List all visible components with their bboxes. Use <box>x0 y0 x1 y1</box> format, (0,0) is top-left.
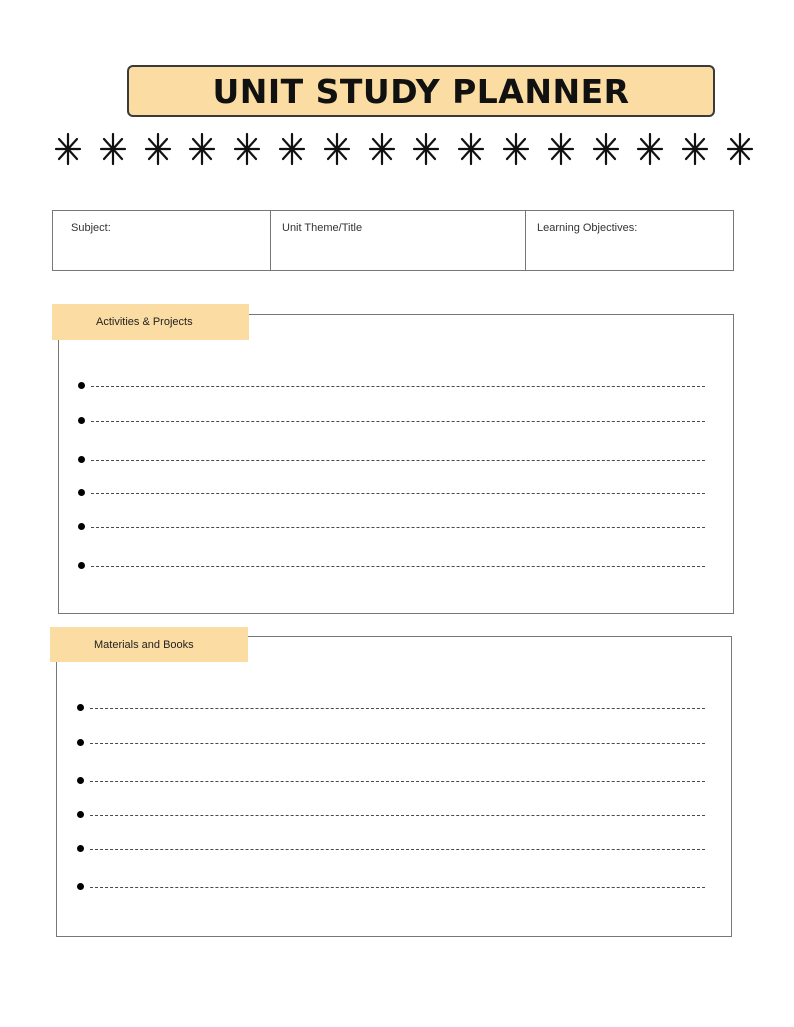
eight-point-star-icon <box>188 130 216 168</box>
write-in-line <box>91 493 705 494</box>
list-item[interactable] <box>78 522 705 532</box>
list-item[interactable] <box>77 776 705 786</box>
eight-point-star-icon <box>457 130 485 168</box>
bullet-icon <box>77 845 84 852</box>
activities-label: Activities & Projects <box>96 316 193 328</box>
bullet-icon <box>77 739 84 746</box>
list-item[interactable] <box>77 810 705 820</box>
list-item[interactable] <box>77 882 705 892</box>
title-banner <box>127 65 715 117</box>
bullet-icon <box>78 417 85 424</box>
list-item[interactable] <box>77 738 705 748</box>
bullet-icon <box>77 777 84 784</box>
eight-point-star-icon <box>412 130 440 168</box>
eight-point-star-icon <box>144 130 172 168</box>
eight-point-star-icon <box>278 130 306 168</box>
write-in-line <box>90 815 705 816</box>
bullet-icon <box>78 382 85 389</box>
write-in-line <box>90 849 705 850</box>
write-in-line <box>90 781 705 782</box>
page-title: UNIT STUDY PLANNER <box>212 71 630 111</box>
write-in-line <box>91 386 705 387</box>
eight-point-star-icon <box>54 130 82 168</box>
list-item[interactable] <box>78 488 705 498</box>
learning-objectives-label: Learning Objectives: <box>537 222 638 234</box>
subject-label: Subject: <box>71 222 111 234</box>
write-in-line <box>90 708 705 709</box>
bullet-icon <box>78 562 85 569</box>
eight-point-star-icon <box>726 130 754 168</box>
list-item[interactable] <box>77 703 705 713</box>
write-in-line <box>91 421 705 422</box>
eight-point-star-icon <box>323 130 351 168</box>
eight-point-star-icon <box>99 130 127 168</box>
eight-point-star-icon <box>592 130 620 168</box>
list-item[interactable] <box>78 416 705 426</box>
write-in-line <box>91 527 705 528</box>
write-in-line <box>91 566 705 567</box>
bullet-icon <box>77 811 84 818</box>
eight-point-star-icon <box>547 130 575 168</box>
bullet-icon <box>78 523 85 530</box>
star-divider <box>48 130 754 168</box>
activities-tab <box>52 304 249 340</box>
list-item[interactable] <box>78 561 705 571</box>
eight-point-star-icon <box>681 130 709 168</box>
bullet-icon <box>78 456 85 463</box>
write-in-line <box>90 887 705 888</box>
unit-theme-field[interactable] <box>270 211 525 270</box>
write-in-line <box>91 460 705 461</box>
eight-point-star-icon <box>233 130 261 168</box>
bullet-icon <box>77 704 84 711</box>
materials-tab <box>50 627 248 662</box>
bullet-icon <box>77 883 84 890</box>
materials-label: Materials and Books <box>94 638 194 651</box>
list-item[interactable] <box>78 381 705 391</box>
learning-objectives-field[interactable] <box>525 211 733 270</box>
eight-point-star-icon <box>636 130 664 168</box>
bullet-icon <box>78 489 85 496</box>
list-item[interactable] <box>77 844 705 854</box>
write-in-line <box>90 743 705 744</box>
eight-point-star-icon <box>502 130 530 168</box>
unit-info-table <box>52 210 734 271</box>
subject-field[interactable] <box>53 211 270 270</box>
unit-theme-label: Unit Theme/Title <box>282 222 363 234</box>
eight-point-star-icon <box>368 130 396 168</box>
list-item[interactable] <box>78 455 705 465</box>
